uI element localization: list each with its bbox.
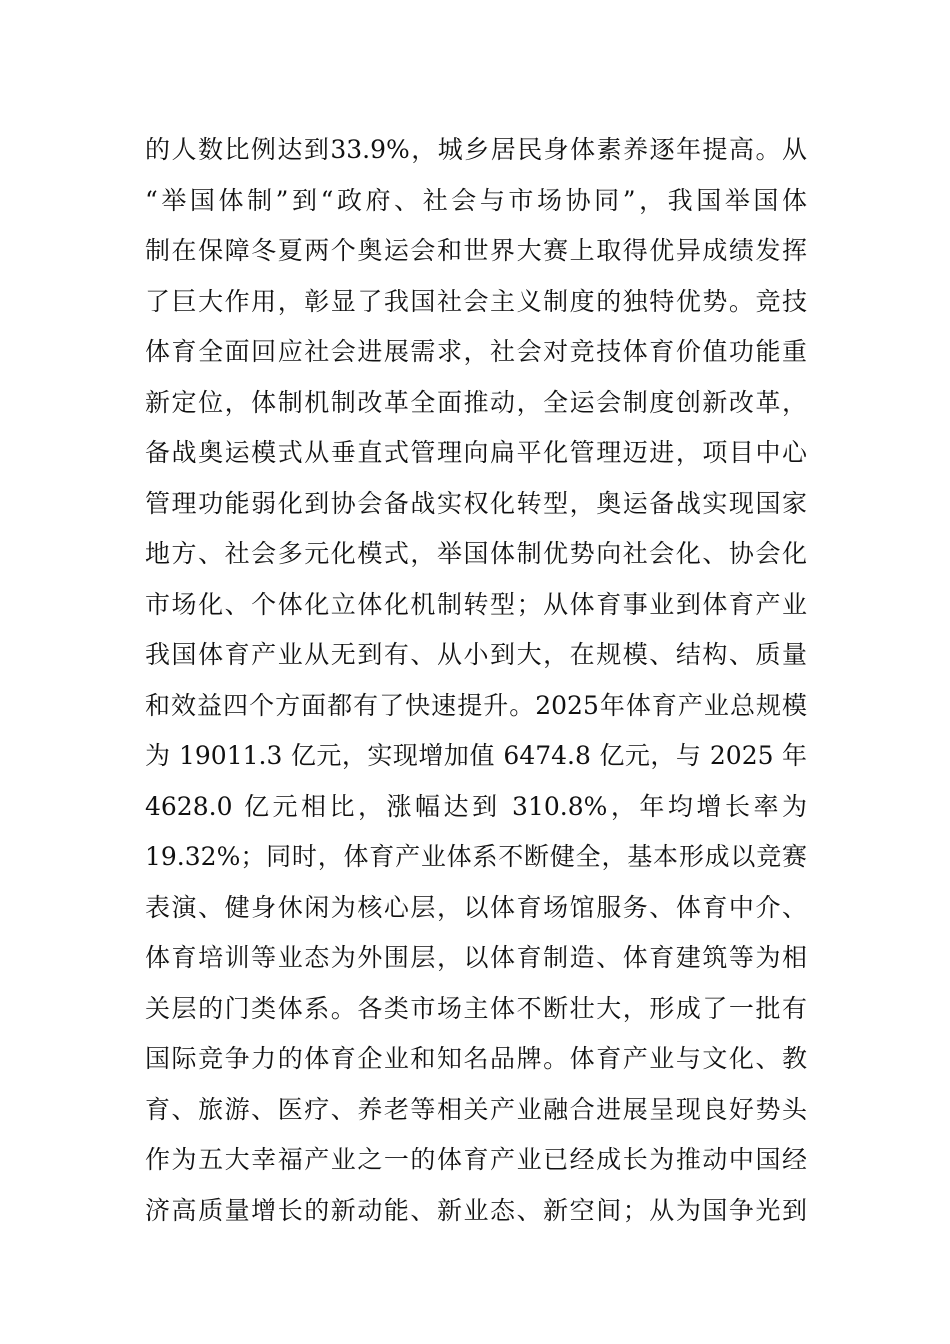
text-line: 作为五大幸福产业之一的体育产业已经成长为推动中国经 (145, 1145, 807, 1174)
text-line: 表演、健身休闲为核心层，以体育场馆服务、体育中介、 (145, 892, 807, 922)
text-line: 育、旅游、医疗、养老等相关产业融合进展呈现良好势头 (145, 1094, 807, 1124)
text-line: 体育全面回应社会进展需求，社会对竞技体育价值功能重 (145, 337, 807, 366)
text-line: 和效益四个方面都有了快速提升。2025年体育产业总规模 (145, 690, 807, 720)
text-line: 体育培训等业态为外围层，以体育制造、体育建筑等为相 (145, 943, 807, 972)
text-line: 了巨大作用，彰显了我国社会主义制度的独特优势。竞技 (145, 286, 807, 316)
text-line: 国际竞争力的体育企业和知名品牌。体育产业与文化、教 (145, 1044, 807, 1073)
text-line: 制在保障冬夏两个奥运会和世界大赛上取得优异成绩发挥 (145, 236, 807, 265)
body-text (145, 125, 807, 1236)
text-line: 市场化、个体化立体化机制转型；从体育事业到体育产业 (145, 589, 807, 619)
text-line: 为 19011.3 亿元，实现增加值 6474.8 亿元，与 2025 年 (145, 741, 807, 770)
text-line: 备战奥运模式从垂直式管理向扁平化管理迈进，项目中心 (145, 438, 807, 467)
text-line: 新定位，体制机制改革全面推动，全运会制度创新改革， (145, 387, 807, 417)
text-line: 济高质量增长的新动能、新业态、新空间；从为国争光到 (145, 1195, 807, 1225)
text-line: 我国体育产业从无到有、从小到大，在规模、结构、质量 (145, 640, 807, 669)
text-line: 地方、社会多元化模式，举国体制优势向社会化、协会化 (145, 539, 807, 568)
text-line: “举国体制”到“政府、社会与市场协同”，我国举国体 (145, 185, 807, 215)
text-line: 4628.0 亿元相比，涨幅达到 310.8%，年均增长率为 (145, 791, 807, 821)
text-line: 的人数比例达到33.9%，城乡居民身体素养逐年提高。从 (145, 135, 807, 164)
text-line: 管理功能弱化到协会备战实权化转型，奥运备战实现国家 (145, 488, 807, 518)
text-line: 关层的门类体系。各类市场主体不断壮大，形成了一批有 (145, 993, 807, 1023)
text-line: 19.32%；同时，体育产业体系不断健全，基本形成以竞赛 (145, 842, 807, 871)
